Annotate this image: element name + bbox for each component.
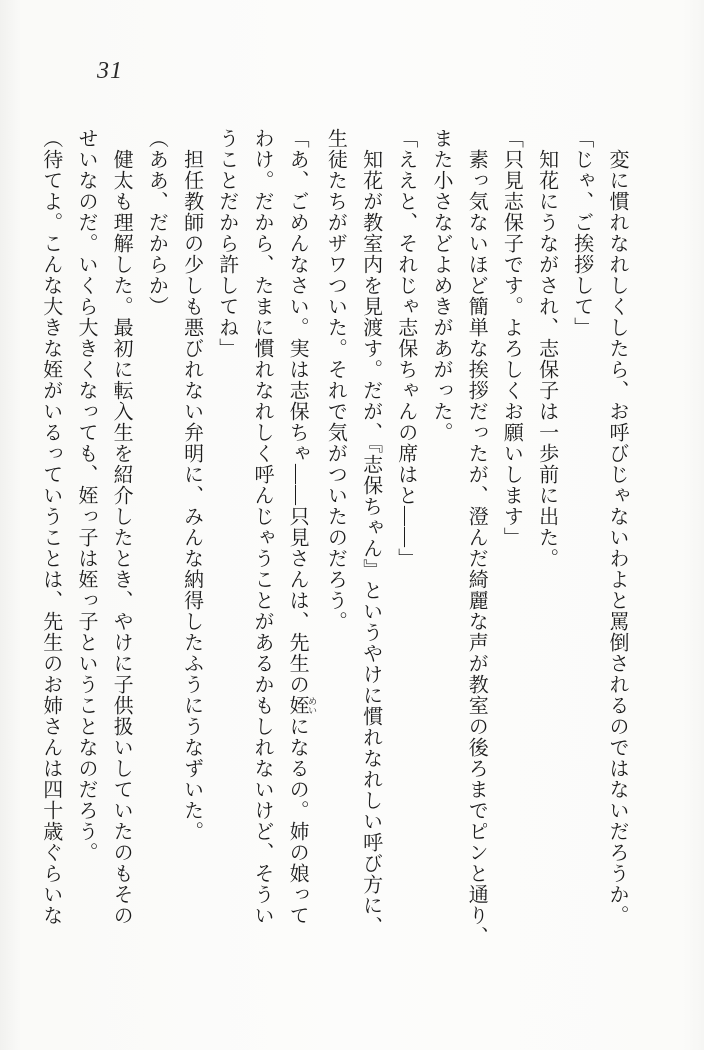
text-column: せいなのだ。いくら大きくなっても、姪っ子は姪っ子ということなのだろう。 — [74, 128, 97, 863]
text-block — [34, 128, 634, 952]
ruby-base: 姪 — [286, 695, 309, 716]
text-column: 生徒たちがザワついた。それで気がついたのだろう。 — [324, 128, 347, 632]
text-column: 健太も理解した。最初に転入生を紹介したとき、やけに子供扱いしていたのもその — [110, 149, 133, 926]
text-column: わけ。だから、たまに慣れなれしく呼んじゃうことがあるかもしれないけど、そうい — [250, 128, 273, 926]
text-column: 「じゃ、ご挨拶して」 — [570, 128, 593, 338]
text-column: 知花にうながされ、志保子は一歩前に出た。 — [535, 149, 558, 569]
text-segment: になるの。姉の娘って — [286, 716, 309, 926]
text-column: 「ええと、それじゃ志保ちゃんの席はと――」 — [394, 128, 417, 569]
text-column: （待てよ。こんな大きな姪がいるっていうことは、先生のお姉さんは四十歳ぐらいな — [39, 128, 62, 926]
text-column: 担任教師の少しも悪びれない弁明に、みんな納得したふうにうなずいた。 — [180, 149, 203, 842]
page-number: 31 — [97, 58, 123, 84]
text-column: 変に慣れなれしくしたら、お呼びじゃないわよと罵倒されるのではないだろうか。 — [606, 149, 628, 926]
ruby-word — [286, 695, 318, 716]
text-column: うことだから許してね」 — [215, 128, 238, 359]
furigana: めい — [307, 695, 318, 716]
text-column: （ああ、だからか） — [145, 128, 168, 317]
text-column: 知花が教室内を見渡す。だが、『志保ちゃん』というやけに慣れなれしい呼び方に、 — [359, 149, 382, 937]
text-column: また小さなどよめきがあがった。 — [429, 128, 452, 443]
text-segment: 「あ、ごめんなさい。実は志保ちゃ――只見さんは、先生の — [286, 128, 309, 695]
text-column: 「只見志保子です。よろしくお願いします」 — [500, 128, 523, 548]
text-column — [279, 128, 317, 952]
text-column: 素っ気ないほど簡単な挨拶だったが、澄んだ綺麗な声が教室の後ろまでピンと通り、 — [465, 149, 488, 947]
